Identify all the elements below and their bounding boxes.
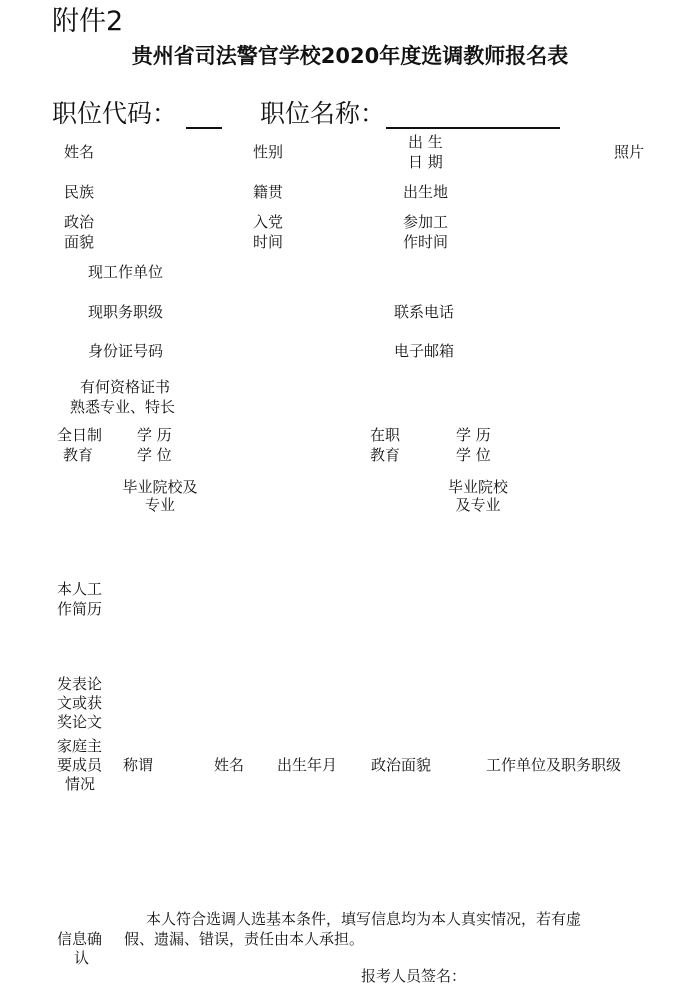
family-label-3: 情况 bbox=[65, 775, 96, 793]
grad-school-label-1: 毕业院校及 bbox=[122, 478, 198, 496]
degree-b-label-2: 学 位 bbox=[456, 446, 491, 464]
grad-school-label-2: 专业 bbox=[144, 496, 175, 514]
photo-label: 照片 bbox=[614, 143, 645, 161]
work-start-label-1: 参加工 bbox=[403, 213, 449, 231]
current-post-label: 现职务职级 bbox=[88, 303, 164, 321]
work-start-label-2: 作时间 bbox=[403, 233, 449, 251]
statement-line-1: 本人符合选调人选基本条件，填写信息均为本人真实情况，若有虚 bbox=[146, 910, 582, 928]
papers-label-3: 奖论文 bbox=[57, 713, 103, 731]
statement-line-2: 假、遗漏、错误，责任由本人承担。 bbox=[124, 930, 365, 948]
papers-label-2: 文或获 bbox=[57, 694, 103, 712]
fulltime-edu-label-2: 教育 bbox=[63, 446, 94, 464]
certificates-label-1: 有何资格证书 bbox=[80, 378, 171, 396]
inservice-edu-label-2: 教育 bbox=[370, 446, 401, 464]
degree-label-1: 学 历 bbox=[137, 426, 172, 444]
grad-school-b-label-1: 毕业院校 bbox=[447, 478, 508, 496]
position-name-label: 职位名称： bbox=[260, 99, 386, 128]
family-col-birth: 出生年月 bbox=[277, 756, 338, 774]
birthplace-label: 出生地 bbox=[403, 183, 449, 201]
email-label: 电子邮箱 bbox=[394, 342, 455, 360]
inservice-edu-label-1: 在职 bbox=[370, 426, 401, 444]
ethnicity-label: 民族 bbox=[64, 183, 95, 201]
family-label-1: 家庭主 bbox=[57, 737, 103, 755]
resume-label-2: 作简历 bbox=[57, 600, 103, 618]
name-label: 姓名 bbox=[64, 143, 95, 161]
degree-b-label-1: 学 历 bbox=[456, 426, 491, 444]
position-code-label: 职位代码： bbox=[52, 99, 178, 128]
political-label-2: 面貌 bbox=[64, 233, 95, 251]
party-time-label-1: 入党 bbox=[253, 213, 284, 231]
id-number-label: 身份证号码 bbox=[88, 342, 164, 360]
position-name-line bbox=[386, 127, 560, 129]
grad-school-b-label-2: 及专业 bbox=[455, 496, 501, 514]
current-unit-label: 现工作单位 bbox=[88, 263, 164, 281]
confirm-label-1: 信息确 bbox=[57, 930, 103, 948]
gender-label: 性别 bbox=[253, 143, 284, 161]
position-code-line bbox=[186, 127, 222, 129]
family-col-relation: 称谓 bbox=[123, 756, 154, 774]
signature-label: 报考人员签名： bbox=[361, 967, 467, 985]
certificates-label-2: 熟悉专业、特长 bbox=[70, 398, 176, 416]
resume-label-1: 本人工 bbox=[57, 580, 103, 598]
family-col-political: 政治面貌 bbox=[371, 756, 432, 774]
attachment-label: 附件2 bbox=[52, 6, 124, 37]
native-place-label: 籍贯 bbox=[253, 183, 284, 201]
family-col-name: 姓名 bbox=[214, 756, 245, 774]
party-time-label-2: 时间 bbox=[253, 233, 284, 251]
papers-label-1: 发表论 bbox=[57, 675, 103, 693]
birth-date-label-1: 出 生 bbox=[408, 133, 443, 151]
family-label-2: 要成员 bbox=[57, 756, 103, 774]
family-col-work-unit: 工作单位及职务职级 bbox=[486, 756, 622, 774]
birth-date-label-2: 日 期 bbox=[408, 153, 443, 171]
form-title: 贵州省司法警官学校2020年度选调教师报名表 bbox=[131, 44, 569, 68]
political-label-1: 政治 bbox=[64, 213, 95, 231]
fulltime-edu-label-1: 全日制 bbox=[57, 426, 103, 444]
phone-label: 联系电话 bbox=[394, 303, 455, 321]
confirm-label-2: 认 bbox=[74, 949, 90, 967]
degree-label-2: 学 位 bbox=[137, 446, 172, 464]
